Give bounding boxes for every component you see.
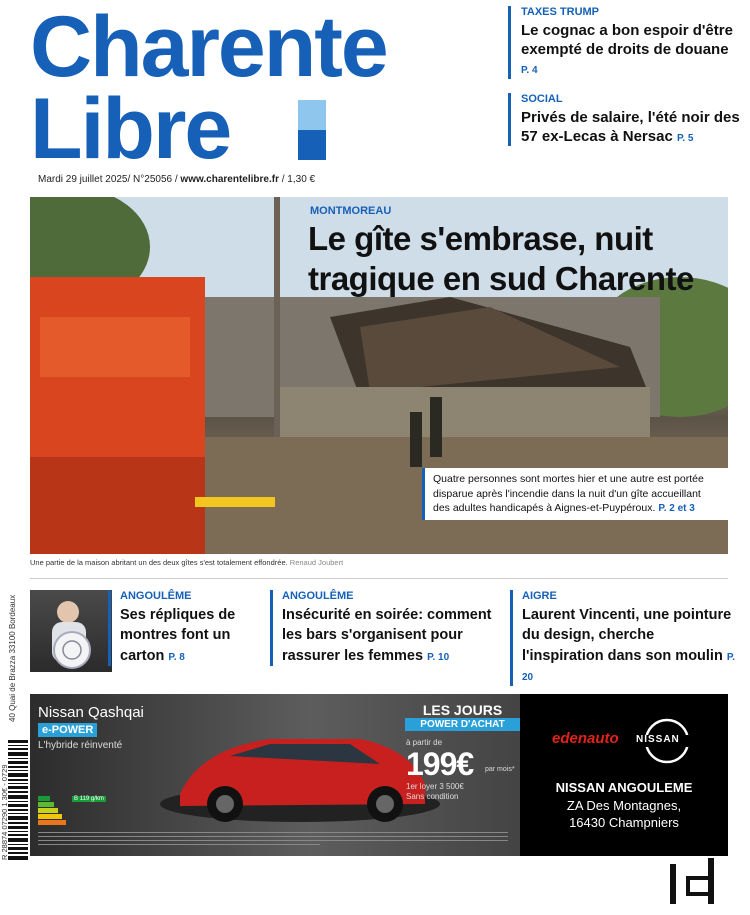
dealer-name: NISSAN ANGOULEME: [555, 780, 693, 795]
hero-photo[interactable]: [30, 197, 728, 554]
teaser-title: Insécurité en soirée: comment les bars s'organisent pour rassurer les femmes P. 10: [282, 607, 492, 664]
ad-tech-badge: e-POWER: [38, 723, 97, 737]
page-ref: P. 20: [522, 651, 736, 683]
watch-portrait-photo[interactable]: [30, 590, 112, 672]
teaser-insecurite[interactable]: [270, 590, 502, 666]
divider: [30, 578, 728, 579]
teaser-kicker: SOCIAL: [521, 92, 563, 105]
teaser-kicker: TAXES TRUMP: [521, 6, 600, 18]
hero-kicker: MONTMOREAU: [310, 205, 392, 217]
nissan-brand-text: NISSAN: [636, 734, 680, 745]
ad-deposit: 1er loyer 3 500€: [406, 782, 464, 791]
logo-libre: Libre: [30, 81, 231, 177]
ad-fine-print: [38, 830, 508, 850]
logo-square-icon: [298, 100, 326, 160]
ad-per-month: par mois*: [485, 766, 515, 773]
page-ref: P. 4: [521, 65, 538, 77]
ad-no-condition: Sans condition: [406, 792, 459, 801]
page-ref: P. 8: [168, 651, 185, 663]
person-icon: [30, 590, 112, 672]
logo-charente: Charente: [30, 0, 387, 95]
website-link[interactable]: www.charentelibre.fr: [180, 174, 279, 185]
side-address: 40 Quai de Brazza 33100 Bordeaux: [8, 594, 17, 722]
teaser-kicker: ANGOULÊME: [282, 590, 354, 602]
teaser-title: Privés de salaire, l'été noir des 57 ex-Lecas à Nersac P. 5: [521, 108, 740, 145]
teaser-kicker: AIGRE: [522, 590, 557, 602]
dateline-price: / 1,30 €: [281, 174, 316, 185]
top-teasers: [508, 6, 740, 160]
page-corner-logo-icon: [668, 858, 728, 908]
teaser-taxes-trump[interactable]: [508, 6, 740, 79]
dealer-address-1: ZA Des Montagnes,: [566, 798, 682, 813]
dealer-panel[interactable]: [520, 694, 728, 856]
barcode-icon: [8, 740, 28, 860]
energy-value: B 119 g/km: [74, 796, 104, 802]
teaser-social[interactable]: [508, 93, 740, 146]
ad-from: à partir de: [406, 738, 443, 747]
photo-credit: Renaud Joubert: [289, 558, 344, 567]
ad-price: 199€: [406, 746, 474, 782]
dateline: [38, 174, 315, 185]
page-ref: P. 2 et 3: [658, 503, 695, 515]
dealer-address-2: 16430 Champniers: [569, 815, 679, 830]
page-ref: P. 10: [427, 651, 450, 663]
hero-caption: Quatre personnes sont mortes hier et une autre est portée disparue après l'incendie dans la nuit d'un gîte accueillant des adultes handicapés à Aignes-et-Puypéroux. P. 2 et 3: [422, 468, 728, 520]
dateline-date: Mardi 29 juillet 2025/ N°25056 /: [38, 174, 178, 185]
energy-label-icon: [38, 796, 70, 830]
teaser-title: Le cognac a bon espoir d'être exempté de droits de douane P. 4: [521, 22, 733, 77]
teaser-title: Laurent Vincenti, une pointure du design, cherche l'inspiration dans son moulin P. 20: [522, 607, 736, 683]
dealer-logo: edenauto: [552, 730, 619, 747]
barcode-number: R 28874 07290 1 30€ - 0729: [0, 764, 9, 860]
ad-promo: LES JOURS POWER D'ACHAT: [405, 702, 520, 731]
page-ref: P. 5: [676, 132, 694, 144]
teaser-kicker: ANGOULÊME: [120, 590, 192, 602]
teaser-vincenti[interactable]: [510, 590, 736, 686]
photo-caption: Une partie de la maison abritant un des deux gîtes s'est totalement effondrée. Renaud Joubert: [30, 558, 344, 567]
ad-tagline: L'hybride réinventé: [38, 740, 123, 751]
masthead: [30, 0, 500, 177]
ad-model: Nissan Qashqai: [38, 704, 144, 721]
hero-headline: Le gîte s'embrase, nuit tragique en sud Charente: [308, 220, 694, 297]
teaser-montres[interactable]: [108, 590, 258, 666]
teaser-title: Ses répliques de montres font un carton P. 8: [120, 607, 236, 664]
